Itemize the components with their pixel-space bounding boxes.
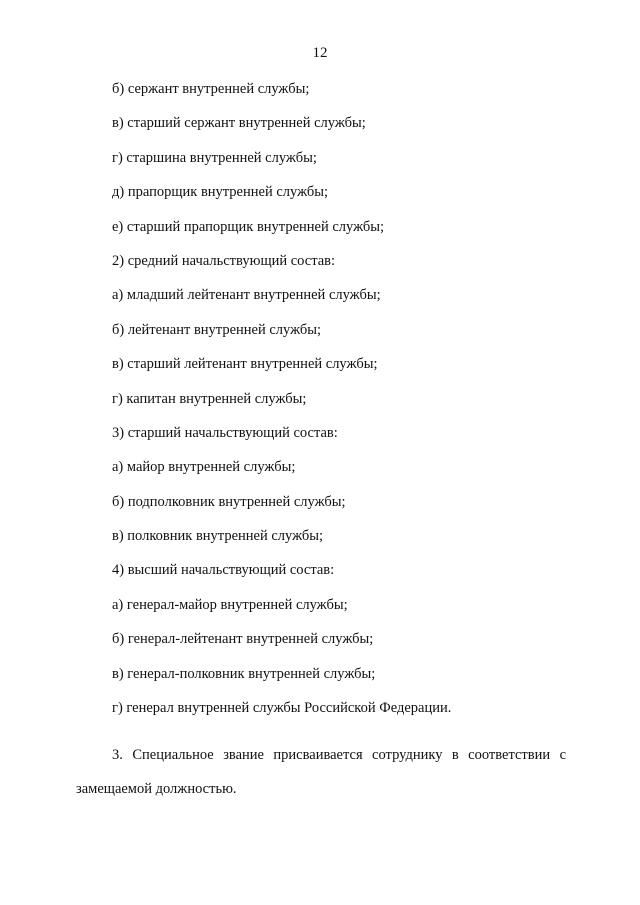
list-item: б) лейтенант внутренней службы; <box>112 321 322 338</box>
list-item: б) сержант внутренней службы; <box>112 81 310 97</box>
list-item: 3) старший начальствующий состав: <box>112 424 338 441</box>
list-item: в) старший сержант внутренней службы; <box>112 115 366 132</box>
list-item: 4) высший начальствующий состав: <box>112 562 335 579</box>
list-item: а) майор внутренней службы; <box>112 459 296 476</box>
list-item: в) старший лейтенант внутренней службы; <box>112 356 378 373</box>
rank-list <box>112 80 582 733</box>
list-item: г) генерал внутренней службы Российской Федерации. <box>112 700 452 717</box>
paragraph-3: 3. Специальное звание присваивается сотруднику в соответствии с замещаемой должностью. <box>76 747 566 797</box>
list-item: а) младший лейтенант внутренней службы; <box>112 287 381 304</box>
list-item: в) полковник внутренней службы; <box>112 528 324 545</box>
page-number: 12 <box>312 45 328 61</box>
list-item: д) прапорщик внутренней службы; <box>112 184 329 201</box>
list-item: б) генерал-лейтенант внутренней службы; <box>112 631 374 648</box>
list-item: 2) средний начальствующий состав: <box>112 252 336 269</box>
list-item: в) генерал-полковник внутренней службы; <box>112 665 376 682</box>
list-item: г) капитан внутренней службы; <box>112 390 307 407</box>
list-item: г) старшина внутренней службы; <box>112 149 317 166</box>
list-item: а) генерал-майор внутренней службы; <box>112 596 348 613</box>
list-item: е) старший прапорщик внутренней службы; <box>112 218 385 235</box>
list-item: б) подполковник внутренней службы; <box>112 493 346 510</box>
